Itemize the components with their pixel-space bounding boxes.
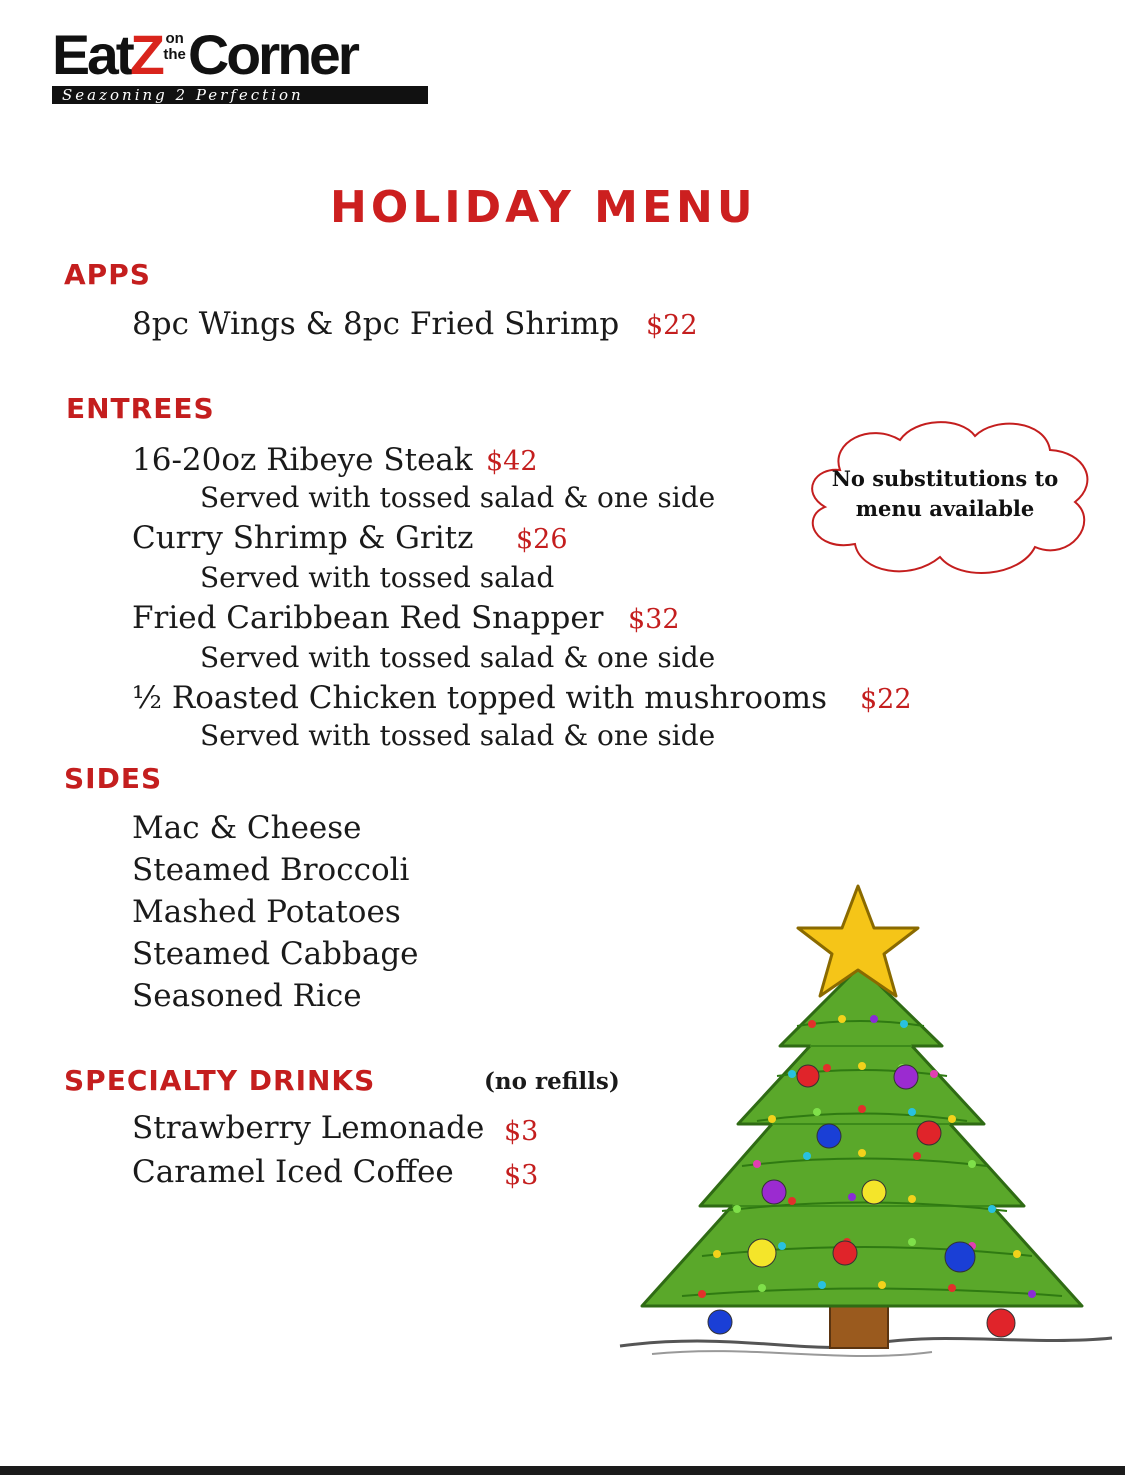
menu-item-price: $26 — [516, 524, 568, 555]
menu-item-note: Served with tossed salad & one side — [200, 641, 716, 674]
logo-word-eat: Eat — [52, 23, 132, 86]
drink-item-name: Caramel Iced Coffee — [132, 1154, 454, 1190]
section-heading-apps: APPS — [64, 258, 151, 291]
side-item: Seasoned Rice — [132, 978, 362, 1014]
no-substitutions-text: No substitutions to menu available — [831, 466, 1059, 521]
christmas-tree-illustration — [612, 876, 1124, 1396]
restaurant-logo — [52, 23, 430, 106]
bottom-edge-bar — [0, 1466, 1125, 1475]
side-item: Steamed Broccoli — [132, 852, 410, 888]
logo-tagline: Seazoning 2 Perfection — [52, 86, 428, 104]
no-substitutions-cloud — [800, 412, 1100, 580]
menu-item-name: Curry Shrimp & Gritz — [132, 520, 474, 556]
menu-item-note: Served with tossed salad — [200, 561, 555, 594]
menu-item-price: $32 — [628, 604, 680, 635]
section-heading-drinks: SPECIALTY DRINKS — [64, 1064, 376, 1097]
drinks-no-refills-note: (no refills) — [484, 1068, 620, 1095]
menu-item-price: $22 — [646, 310, 698, 341]
menu-item-note: Served with tossed salad & one side — [200, 481, 716, 514]
section-heading-sides: SIDES — [64, 762, 163, 795]
side-item: Steamed Cabbage — [132, 936, 419, 972]
menu-item-price: $22 — [860, 684, 912, 715]
menu-item-name: ½ Roasted Chicken topped with mushrooms — [132, 680, 827, 716]
drink-item-price: $3 — [504, 1116, 539, 1147]
drink-item-price: $3 — [504, 1160, 539, 1191]
side-item: Mashed Potatoes — [132, 894, 401, 930]
menu-item-name: 16-20oz Ribeye Steak — [132, 442, 473, 478]
logo-wordmark — [52, 23, 357, 86]
logo-on-the: on the — [163, 30, 186, 63]
side-item: Mac & Cheese — [132, 810, 362, 846]
christmas-tree-icon — [612, 876, 1124, 1396]
section-heading-entrees: ENTREES — [66, 392, 215, 425]
logo-letter-z: Z — [130, 23, 162, 86]
drink-item-name: Strawberry Lemonade — [132, 1110, 485, 1146]
menu-title: HOLIDAY MENU — [330, 182, 757, 233]
logo-word-corner: Corner — [187, 23, 357, 86]
menu-item-note: Served with tossed salad & one side — [200, 719, 716, 752]
menu-item-price: $42 — [486, 446, 538, 477]
menu-item-name: 8pc Wings & 8pc Fried Shrimp — [132, 306, 620, 342]
menu-item-name: Fried Caribbean Red Snapper — [132, 600, 604, 636]
